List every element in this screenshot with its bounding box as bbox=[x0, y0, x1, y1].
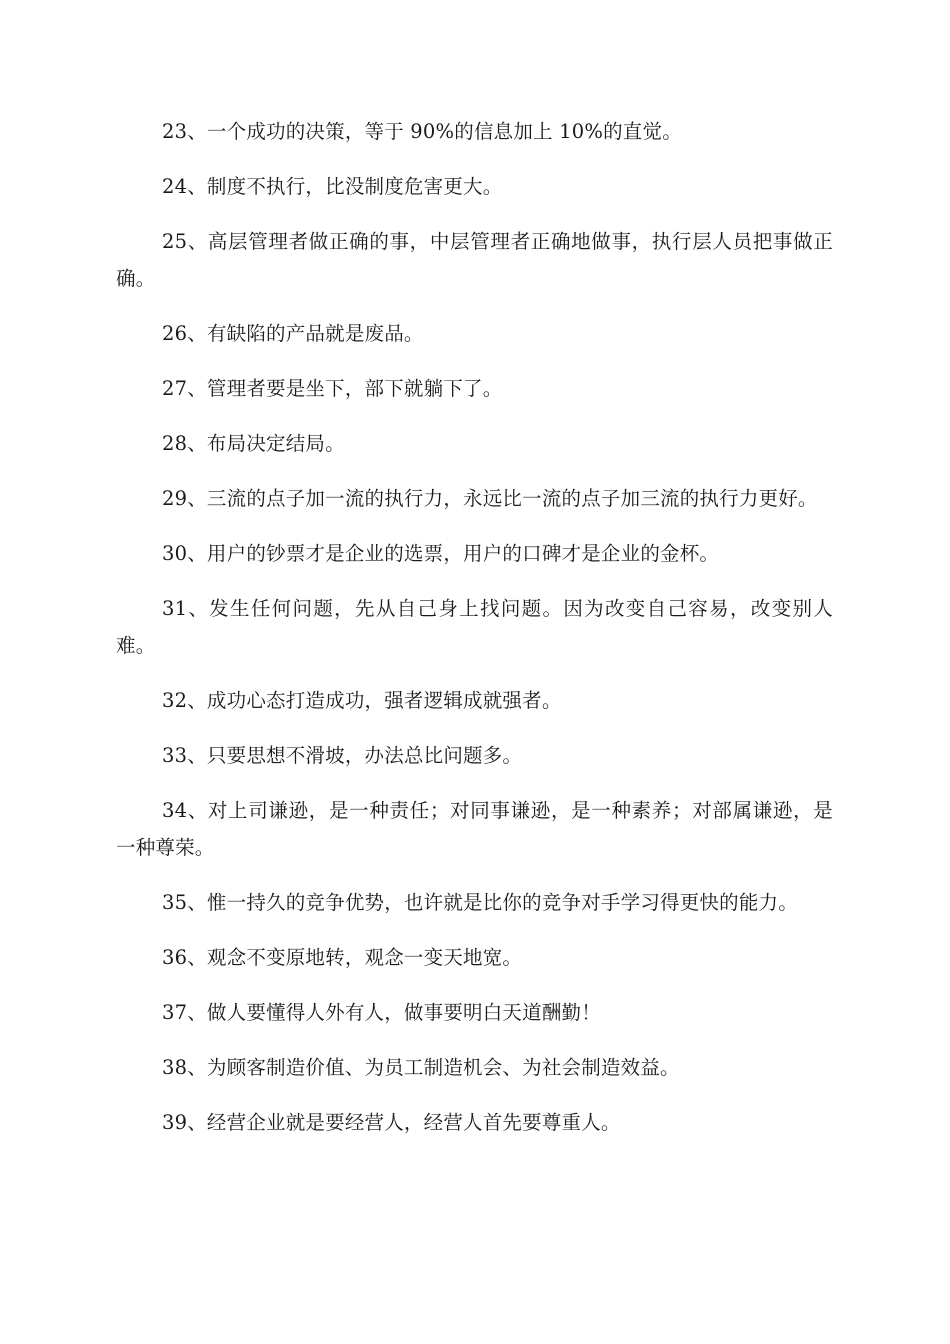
quote-list bbox=[116, 113, 833, 1159]
quote-item-27: 27、管理者要是坐下，部下就躺下了。 bbox=[162, 377, 503, 400]
quote-item-33: 33、只要思想不滑坡，办法总比问题多。 bbox=[162, 744, 523, 767]
quote-item-34: 34、对上司谦逊，是一种责任；对同事谦逊，是一种素养；对部属谦逊，是一种尊荣。 bbox=[116, 799, 833, 859]
quote-item-32: 32、成功心态打造成功，强者逻辑成就强者。 bbox=[162, 689, 562, 712]
quote-item-26: 26、有缺陷的产品就是废品。 bbox=[162, 322, 424, 345]
quote-item-37: 37、做人要懂得人外有人，做事要明白天道酬勤！ bbox=[162, 1001, 601, 1024]
quote-item-31: 31、发生任何问题，先从自己身上找问题。因为改变自己容易，改变别人难。 bbox=[116, 597, 833, 657]
quote-item-36: 36、观念不变原地转，观念一变天地宽。 bbox=[162, 946, 523, 969]
quote-item-23: 23、一个成功的决策，等于 90%的信息加上 10%的直觉。 bbox=[162, 120, 682, 143]
quote-item-28: 28、布局决定结局。 bbox=[162, 432, 345, 455]
quote-item-25: 25、高层管理者做正确的事，中层管理者正确地做事，执行层人员把事做正确。 bbox=[116, 230, 833, 290]
quote-item-35: 35、惟一持久的竞争优势，也许就是比你的竞争对手学习得更快的能力。 bbox=[162, 891, 798, 914]
quote-item-24: 24、制度不执行，比没制度危害更大。 bbox=[162, 175, 503, 198]
quote-item-38: 38、为顾客制造价值、为员工制造机会、为社会制造效益。 bbox=[162, 1056, 680, 1079]
quote-item-29: 29、三流的点子加一流的执行力，永远比一流的点子加三流的执行力更好。 bbox=[162, 487, 818, 510]
quote-item-30: 30、用户的钞票才是企业的选票，用户的口碑才是企业的金杯。 bbox=[162, 542, 720, 565]
quote-item-39: 39、经营企业就是要经营人，经营人首先要尊重人。 bbox=[162, 1111, 621, 1134]
